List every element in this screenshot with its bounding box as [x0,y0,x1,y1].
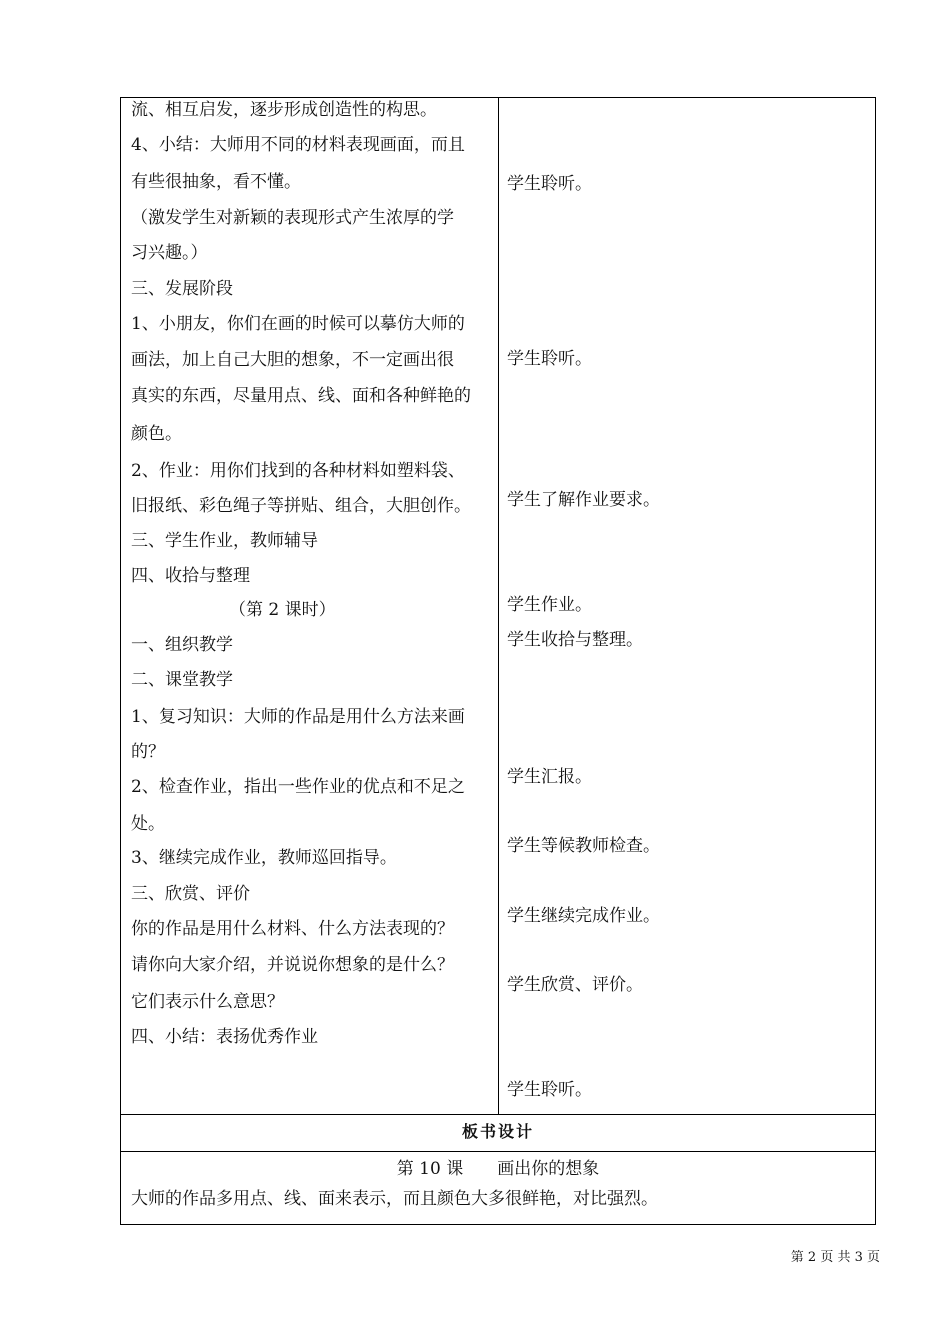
left-line: 有些很抽象，看不懂。 [131,172,301,192]
section-header: 板书设计 [121,1114,875,1152]
left-line: 你的作品是用什么材料、什么方法表现的？ [131,919,454,939]
left-line: 三、欣赏、评价 [131,884,250,904]
right-line: 学生聆听。 [507,1080,592,1100]
left-line: 三、发展阶段 [131,279,233,299]
left-line: 4、小结：大师用不同的材料表现画面，而且 [131,135,465,155]
right-line: 学生聆听。 [507,349,592,369]
lesson-content-row [121,98,875,1114]
left-line: 它们表示什么意思？ [131,992,284,1012]
right-line: 学生汇报。 [507,767,592,787]
page-footer: 第 2 页 共 3 页 [790,1250,880,1265]
left-line: 颜色。 [131,424,182,444]
left-line: 真实的东西，尽量用点、线、面和各种鲜艳的 [131,386,471,406]
left-line: （激发学生对新颖的表现形式产生浓厚的学 [131,208,454,228]
left-line: 1、复习知识：大师的作品是用什么方法来画 [131,707,465,727]
left-line: 流、相互启发，逐步形成创造性的构思。 [131,100,437,120]
right-line: 学生欣赏、评价。 [507,975,643,995]
right-line: 学生了解作业要求。 [507,490,660,510]
left-line: 四、小结：表扬优秀作业 [131,1027,318,1047]
left-line: 2、作业：用你们找到的各种材料如塑料袋、 [131,461,465,481]
right-line: 学生作业。 [507,595,592,615]
right-line: 学生等候教师检查。 [507,836,660,856]
left-line: 2、检查作业，指出一些作业的优点和不足之 [131,777,465,797]
left-line: 三、学生作业，教师辅导 [131,531,318,551]
left-line: 画法，加上自己大胆的想象，不一定画出很 [131,350,454,370]
left-line: 四、收拾与整理 [131,566,250,586]
left-line: 1、小朋友，你们在画的时候可以摹仿大师的 [131,314,465,334]
right-line: 学生聆听。 [507,174,592,194]
board-title: 第 10 课 画出你的想象 [396,1159,600,1179]
right-line: 学生收拾与整理。 [507,630,643,650]
teacher-activity-column [121,98,499,1114]
left-line: 的？ [131,742,165,762]
lesson-table [120,97,876,1225]
board-text: 大师的作品多用点、线、面来表示，而且颜色大多很鲜艳，对比强烈。 [131,1189,658,1209]
left-line: 旧报纸、彩色绳子等拼贴、组合，大胆创作。 [131,496,471,516]
left-line: 请你向大家介绍，并说说你想象的是什么？ [131,955,454,975]
lesson-period-label: （第 2 课时） [229,600,336,620]
left-line: 3、继续完成作业，教师巡回指导。 [131,848,397,868]
left-line: 二、课堂教学 [131,670,233,690]
student-activity-column [499,98,875,1114]
left-line: 习兴趣。） [131,243,208,263]
left-line: 一、组织教学 [131,635,233,655]
right-line: 学生继续完成作业。 [507,906,660,926]
board-design-row [121,1152,875,1224]
left-line: 处。 [131,814,165,834]
